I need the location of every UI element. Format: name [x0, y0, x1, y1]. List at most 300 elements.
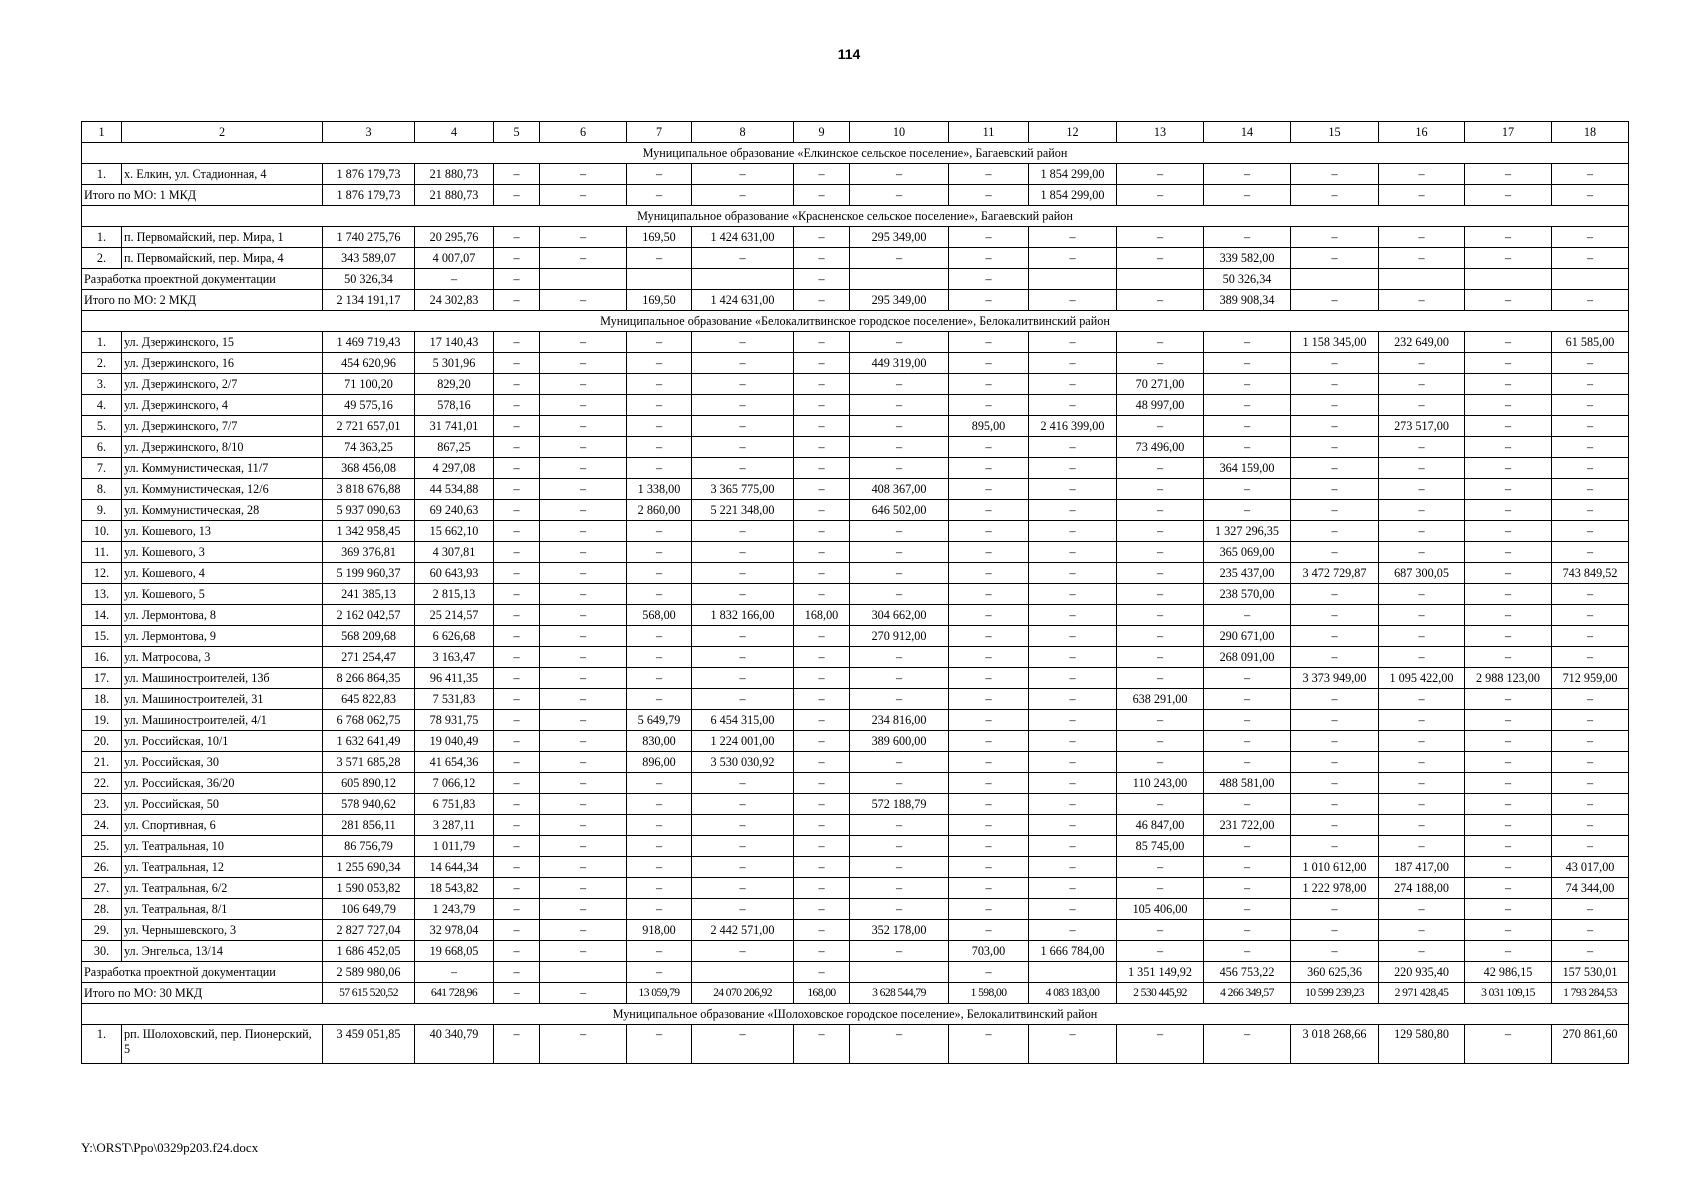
value-cell: –	[540, 185, 627, 206]
value-cell: –	[627, 584, 692, 605]
row-number: 15.	[82, 626, 122, 647]
value-cell: –	[627, 794, 692, 815]
value-cell	[692, 269, 794, 290]
value-cell: 168,00	[794, 983, 850, 1004]
value-cell: –	[1291, 353, 1379, 374]
value-cell: –	[1204, 437, 1291, 458]
value-cell: 2 530 445,92	[1117, 983, 1204, 1004]
value-cell: –	[1291, 773, 1379, 794]
value-cell: –	[627, 164, 692, 185]
value-cell: –	[1291, 521, 1379, 542]
value-cell: 238 570,00	[1204, 584, 1291, 605]
value-cell: 32 978,04	[415, 920, 494, 941]
value-cell: –	[1465, 479, 1552, 500]
value-cell: 1 095 422,00	[1379, 668, 1465, 689]
value-cell: –	[1204, 416, 1291, 437]
value-cell: –	[1465, 899, 1552, 920]
value-cell: –	[1552, 290, 1629, 311]
value-cell: 5 221 348,00	[692, 500, 794, 521]
value-cell: 1 740 275,76	[323, 227, 415, 248]
value-cell: –	[1291, 542, 1379, 563]
value-cell: –	[494, 479, 540, 500]
column-number-cell: 6	[540, 122, 627, 143]
address-cell: ул. Коммунистическая, 11/7	[122, 458, 323, 479]
value-cell: –	[794, 647, 850, 668]
value-cell: –	[540, 1025, 627, 1064]
value-cell: 74 344,00	[1552, 878, 1629, 899]
value-cell: –	[1465, 941, 1552, 962]
value-cell: –	[850, 878, 949, 899]
value-cell: –	[540, 836, 627, 857]
value-cell: –	[627, 395, 692, 416]
value-cell	[1552, 269, 1629, 290]
value-cell: –	[692, 584, 794, 605]
row-number: 6.	[82, 437, 122, 458]
value-cell: 60 643,93	[415, 563, 494, 584]
value-cell: –	[794, 437, 850, 458]
value-cell: 6 768 062,75	[323, 710, 415, 731]
value-cell: –	[1552, 710, 1629, 731]
value-cell: 3 018 268,66	[1291, 1025, 1379, 1064]
total-row	[82, 290, 1629, 311]
value-cell: –	[494, 563, 540, 584]
value-cell: 2 442 571,00	[692, 920, 794, 941]
value-cell: –	[1379, 458, 1465, 479]
value-cell: 605 890,12	[323, 773, 415, 794]
section-title: Муниципальное образование «Елкинское сельское поселение», Багаевский район	[82, 143, 1629, 164]
value-cell: –	[1117, 878, 1204, 899]
value-cell: –	[1117, 290, 1204, 311]
row-number: 11.	[82, 542, 122, 563]
value-cell: 1 632 641,49	[323, 731, 415, 752]
value-cell: 18 543,82	[415, 878, 494, 899]
value-cell: –	[794, 164, 850, 185]
value-cell: –	[1552, 752, 1629, 773]
value-cell: 106 649,79	[323, 899, 415, 920]
value-cell: –	[949, 227, 1029, 248]
value-cell: –	[692, 668, 794, 689]
value-cell: 86 756,79	[323, 836, 415, 857]
value-cell: 1 338,00	[627, 479, 692, 500]
value-cell: 1 424 631,00	[692, 227, 794, 248]
value-cell: –	[1465, 626, 1552, 647]
value-cell: –	[1291, 185, 1379, 206]
column-number-cell: 17	[1465, 122, 1552, 143]
value-cell: –	[627, 458, 692, 479]
value-cell: –	[1291, 752, 1379, 773]
value-cell: –	[1465, 584, 1552, 605]
value-cell: 645 822,83	[323, 689, 415, 710]
value-cell: –	[794, 185, 850, 206]
value-cell: –	[1029, 857, 1117, 878]
value-cell: –	[1465, 878, 1552, 899]
value-cell: –	[1465, 353, 1552, 374]
address-cell: ул. Дзержинского, 15	[122, 332, 323, 353]
table-row	[82, 1025, 1629, 1064]
value-cell: –	[540, 248, 627, 269]
value-cell: 273 517,00	[1379, 416, 1465, 437]
value-cell: –	[850, 185, 949, 206]
value-cell: –	[794, 941, 850, 962]
value-cell: –	[794, 689, 850, 710]
value-cell: 4 307,81	[415, 542, 494, 563]
value-cell: –	[1029, 668, 1117, 689]
table-row	[82, 689, 1629, 710]
value-cell	[1029, 269, 1117, 290]
column-number-cell: 1	[82, 122, 122, 143]
value-cell: –	[794, 374, 850, 395]
value-cell: –	[627, 1025, 692, 1064]
value-cell: –	[1029, 731, 1117, 752]
value-cell: –	[1204, 500, 1291, 521]
value-cell: 568,00	[627, 605, 692, 626]
value-cell: –	[949, 395, 1029, 416]
value-cell: –	[794, 710, 850, 731]
value-cell: –	[494, 332, 540, 353]
value-cell: –	[850, 332, 949, 353]
value-cell: 268 091,00	[1204, 647, 1291, 668]
value-cell: –	[1465, 689, 1552, 710]
value-cell: –	[794, 479, 850, 500]
value-cell: –	[850, 164, 949, 185]
value-cell: –	[1204, 1025, 1291, 1064]
value-cell: –	[794, 416, 850, 437]
address-cell: ул. Российская, 10/1	[122, 731, 323, 752]
column-number-cell: 12	[1029, 122, 1117, 143]
table-row	[82, 227, 1629, 248]
value-cell: 21 880,73	[415, 164, 494, 185]
value-cell: –	[850, 374, 949, 395]
value-cell: 14 644,34	[415, 857, 494, 878]
value-cell: 1 686 452,05	[323, 941, 415, 962]
value-cell: –	[1465, 542, 1552, 563]
value-cell: –	[1465, 857, 1552, 878]
value-cell: 572 188,79	[850, 794, 949, 815]
value-cell: –	[494, 920, 540, 941]
value-cell: 295 349,00	[850, 227, 949, 248]
value-cell: –	[1204, 374, 1291, 395]
value-cell: 1 793 284,53	[1552, 983, 1629, 1004]
value-cell: –	[1029, 458, 1117, 479]
value-cell: –	[1204, 941, 1291, 962]
value-cell: –	[1117, 185, 1204, 206]
value-cell: –	[692, 626, 794, 647]
value-cell: –	[1291, 374, 1379, 395]
table-row	[82, 773, 1629, 794]
table-row	[82, 605, 1629, 626]
value-cell: –	[627, 668, 692, 689]
value-cell: –	[850, 584, 949, 605]
value-cell: –	[692, 458, 794, 479]
value-cell: –	[949, 1025, 1029, 1064]
value-cell: –	[794, 668, 850, 689]
value-cell: –	[540, 332, 627, 353]
total-row	[82, 185, 1629, 206]
value-cell: –	[1291, 626, 1379, 647]
value-cell: 50 326,34	[323, 269, 415, 290]
table-row	[82, 626, 1629, 647]
value-cell: 4 297,08	[415, 458, 494, 479]
value-cell: 96 411,35	[415, 668, 494, 689]
value-cell: –	[949, 878, 1029, 899]
value-cell: –	[1465, 416, 1552, 437]
value-cell: 168,00	[794, 605, 850, 626]
value-cell: 1 854 299,00	[1029, 164, 1117, 185]
value-cell: 31 741,01	[415, 416, 494, 437]
value-cell: 78 931,75	[415, 710, 494, 731]
column-number-cell: 5	[494, 122, 540, 143]
value-cell: –	[850, 248, 949, 269]
value-cell: –	[1379, 164, 1465, 185]
value-cell: –	[1117, 1025, 1204, 1064]
value-cell: –	[692, 857, 794, 878]
column-number-row	[82, 122, 1629, 143]
value-cell: –	[850, 836, 949, 857]
value-cell: 70 271,00	[1117, 374, 1204, 395]
value-cell: –	[540, 374, 627, 395]
value-cell: 3 031 109,15	[1465, 983, 1552, 1004]
value-cell: –	[1291, 584, 1379, 605]
value-cell: 3 530 030,92	[692, 752, 794, 773]
value-cell: –	[949, 458, 1029, 479]
value-cell: –	[1117, 416, 1204, 437]
value-cell: –	[1029, 689, 1117, 710]
value-cell: –	[1379, 710, 1465, 731]
value-cell: –	[1379, 353, 1465, 374]
value-cell: 364 159,00	[1204, 458, 1291, 479]
value-cell: –	[1204, 353, 1291, 374]
value-cell: 3 287,11	[415, 815, 494, 836]
value-cell: –	[494, 353, 540, 374]
value-cell: –	[494, 752, 540, 773]
address-cell: ул. Матросова, 3	[122, 647, 323, 668]
value-cell: 6 454 315,00	[692, 710, 794, 731]
value-cell: –	[1291, 794, 1379, 815]
file-path-footer: Y:\ORST\Ppo\0329p203.f24.docx	[81, 1140, 259, 1155]
value-cell: 1 342 958,45	[323, 521, 415, 542]
value-cell: –	[627, 542, 692, 563]
value-cell: –	[494, 416, 540, 437]
value-cell: –	[1465, 395, 1552, 416]
address-cell: ул. Машиностроителей, 13б	[122, 668, 323, 689]
value-cell: 3 628 544,79	[850, 983, 949, 1004]
value-cell: 641 728,96	[415, 983, 494, 1004]
value-cell: –	[1291, 836, 1379, 857]
value-cell: –	[1204, 395, 1291, 416]
value-cell: –	[1204, 731, 1291, 752]
value-cell: –	[1379, 521, 1465, 542]
address-cell: ул. Машиностроителей, 31	[122, 689, 323, 710]
value-cell: –	[1204, 605, 1291, 626]
table-row	[82, 164, 1629, 185]
value-cell: –	[494, 374, 540, 395]
value-cell: –	[1117, 458, 1204, 479]
value-cell: 232 649,00	[1379, 332, 1465, 353]
address-cell: ул. Кошевого, 4	[122, 563, 323, 584]
value-cell: –	[794, 920, 850, 941]
value-cell: –	[794, 752, 850, 773]
value-cell: –	[794, 773, 850, 794]
value-cell: –	[1029, 500, 1117, 521]
value-cell: –	[1465, 815, 1552, 836]
address-cell: ул. Коммунистическая, 28	[122, 500, 323, 521]
value-cell: –	[627, 647, 692, 668]
value-cell: –	[540, 542, 627, 563]
value-cell: –	[1117, 248, 1204, 269]
table-row	[82, 794, 1629, 815]
value-cell: 5 199 960,37	[323, 563, 415, 584]
value-cell: –	[949, 794, 1029, 815]
table-row	[82, 899, 1629, 920]
table-row	[82, 248, 1629, 269]
value-cell: –	[692, 899, 794, 920]
value-cell: –	[794, 521, 850, 542]
value-cell: –	[1552, 626, 1629, 647]
value-cell: –	[1552, 416, 1629, 437]
value-cell: 105 406,00	[1117, 899, 1204, 920]
section-title: Муниципальное образование «Шолоховское городское поселение», Белокалитвинский район	[82, 1004, 1629, 1025]
row-number: 5.	[82, 416, 122, 437]
value-cell: –	[1379, 542, 1465, 563]
address-cell: х. Елкин, ул. Стадионная, 4	[122, 164, 323, 185]
value-cell: 339 582,00	[1204, 248, 1291, 269]
value-cell: –	[850, 689, 949, 710]
value-cell: 129 580,80	[1379, 1025, 1465, 1064]
column-number-cell: 9	[794, 122, 850, 143]
value-cell: –	[540, 731, 627, 752]
address-cell: ул. Российская, 36/20	[122, 773, 323, 794]
value-cell: –	[1117, 794, 1204, 815]
value-cell: –	[1029, 794, 1117, 815]
value-cell: –	[1204, 332, 1291, 353]
value-cell: –	[1465, 374, 1552, 395]
value-cell: –	[1029, 878, 1117, 899]
value-cell: –	[494, 941, 540, 962]
value-cell: –	[1291, 479, 1379, 500]
value-cell: –	[1117, 500, 1204, 521]
value-cell: –	[1291, 290, 1379, 311]
column-number-cell: 7	[627, 122, 692, 143]
table-row	[82, 458, 1629, 479]
value-cell: 578 940,62	[323, 794, 415, 815]
value-cell: –	[627, 773, 692, 794]
value-cell: –	[1117, 164, 1204, 185]
value-cell: –	[1552, 689, 1629, 710]
value-cell: –	[1552, 542, 1629, 563]
row-number: 19.	[82, 710, 122, 731]
value-cell: 343 589,07	[323, 248, 415, 269]
value-cell: 13 059,79	[627, 983, 692, 1004]
value-cell: –	[540, 878, 627, 899]
address-cell: ул. Дзержинского, 2/7	[122, 374, 323, 395]
table-row	[82, 920, 1629, 941]
value-cell: 1 424 631,00	[692, 290, 794, 311]
value-cell: –	[1552, 227, 1629, 248]
value-cell: –	[949, 374, 1029, 395]
value-cell: 15 662,10	[415, 521, 494, 542]
table-row	[82, 836, 1629, 857]
value-cell: –	[1291, 647, 1379, 668]
data-table	[81, 121, 1629, 1064]
value-cell: –	[494, 899, 540, 920]
value-cell: –	[494, 689, 540, 710]
value-cell: 830,00	[627, 731, 692, 752]
value-cell: –	[949, 164, 1029, 185]
value-cell: –	[627, 626, 692, 647]
column-number-cell: 3	[323, 122, 415, 143]
value-cell: –	[949, 752, 1029, 773]
value-cell: 743 849,52	[1552, 563, 1629, 584]
row-number: 29.	[82, 920, 122, 941]
table-row	[82, 353, 1629, 374]
value-cell: 1 255 690,34	[323, 857, 415, 878]
value-cell: 408 367,00	[850, 479, 949, 500]
value-cell: –	[494, 794, 540, 815]
value-cell: 1 010 612,00	[1291, 857, 1379, 878]
value-cell: –	[1465, 710, 1552, 731]
value-cell: –	[692, 815, 794, 836]
total-label: Итого по МО: 2 МКД	[82, 290, 323, 311]
value-cell: –	[540, 164, 627, 185]
value-cell: 17 140,43	[415, 332, 494, 353]
value-cell: 2 721 657,01	[323, 416, 415, 437]
page-number: 114	[837, 46, 861, 62]
value-cell: –	[1552, 248, 1629, 269]
row-number: 8.	[82, 479, 122, 500]
value-cell: –	[627, 437, 692, 458]
row-number: 2.	[82, 353, 122, 374]
value-cell: –	[1291, 731, 1379, 752]
value-cell: 2 860,00	[627, 500, 692, 521]
value-cell: –	[1465, 164, 1552, 185]
value-cell: –	[1204, 878, 1291, 899]
value-cell: –	[1029, 248, 1117, 269]
value-cell: 2 162 042,57	[323, 605, 415, 626]
column-number-cell: 2	[122, 122, 323, 143]
value-cell: –	[1029, 773, 1117, 794]
value-cell: –	[627, 836, 692, 857]
value-cell: –	[1379, 752, 1465, 773]
table-row	[82, 521, 1629, 542]
value-cell: 352 178,00	[850, 920, 949, 941]
address-cell: ул. Дзержинского, 8/10	[122, 437, 323, 458]
value-cell: –	[794, 395, 850, 416]
value-cell: 895,00	[949, 416, 1029, 437]
value-cell: –	[794, 626, 850, 647]
value-cell: –	[949, 584, 1029, 605]
value-cell: –	[540, 458, 627, 479]
value-cell: 71 100,20	[323, 374, 415, 395]
table-row	[82, 437, 1629, 458]
value-cell	[540, 269, 627, 290]
total-row	[82, 269, 1629, 290]
address-cell: п. Первомайский, пер. Мира, 4	[122, 248, 323, 269]
value-cell: –	[850, 668, 949, 689]
total-label: Разработка проектной документации	[82, 269, 323, 290]
table-row	[82, 647, 1629, 668]
value-cell: –	[1465, 773, 1552, 794]
value-cell	[1379, 269, 1465, 290]
value-cell: –	[1379, 941, 1465, 962]
value-cell: –	[692, 941, 794, 962]
value-cell: –	[1291, 437, 1379, 458]
value-cell: –	[1465, 458, 1552, 479]
value-cell: 274 188,00	[1379, 878, 1465, 899]
value-cell: –	[949, 962, 1029, 983]
value-cell: –	[627, 185, 692, 206]
value-cell: –	[1029, 479, 1117, 500]
value-cell: 454 620,96	[323, 353, 415, 374]
